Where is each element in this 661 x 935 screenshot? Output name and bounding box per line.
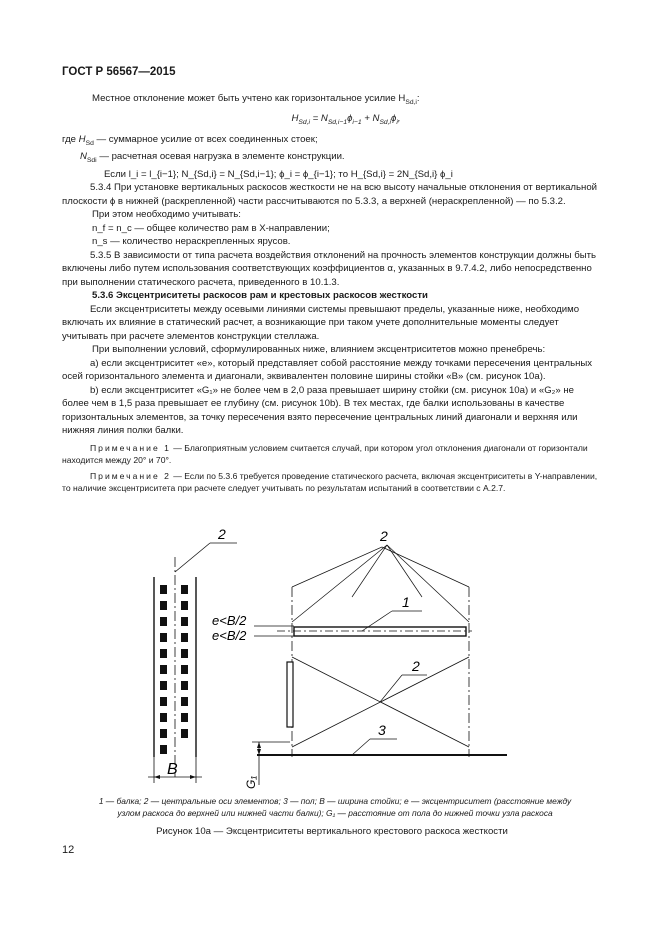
def-1-text: — суммарное усилие от всех соединенных стоек;: [93, 133, 318, 145]
body-text: [62, 92, 600, 494]
para-5-3-5: 5.3.5 В зависимости от типа расчета воздействия отклонений на прочность элементов конструкции должны быть включены либо путем использования соответствующих коэффициентов α, указанных в 9.7.4.2, либо непосредственно при выполнении статического расчета, приведенного в 10.1.3.: [62, 249, 597, 288]
def-1-sym: H: [78, 133, 86, 145]
formula-rhs2-sub: i−1: [352, 119, 362, 127]
para-5-3-4-c: n_f = n_c — общее количество рам в X-направлении;: [92, 222, 330, 234]
label-3: 3: [378, 722, 386, 738]
label-e1: e<B/2: [212, 613, 247, 628]
label-1: 1: [402, 594, 410, 610]
def-1-sub: Sd: [85, 139, 94, 147]
def-2: [80, 150, 600, 167]
column-holes: [160, 585, 188, 754]
formula-lhs: H: [291, 113, 299, 125]
para-5-3-6-d: b) если эксцентриситет «G₁» не более чем в 2,0 раза превышает ширину стойки (см. рисунок 10а) и «G₂» не более чем в 1,5 раза превышает ее глубину (см. рисунок 10b). В тех местах, где балки использованы в качестве горизонтальных элементов, за точку пересечения взято пересечение центральных линий диагонали и верхняя или нижняя линия полки балки.: [62, 384, 578, 437]
note-1-text: — Благоприятным условием считается случай, при котором угол отклонения диагонали от горизонтали находится между 20° и 70°.: [62, 442, 588, 465]
formula-rhs4-sub: i: [396, 119, 398, 127]
heading-5-3-6: 5.3.6 Эксцентриситеты раскосов рам и крестовых раскосов жесткости: [92, 290, 428, 302]
upright-column: [154, 557, 196, 777]
def-1: [62, 133, 600, 150]
page-number: 12: [62, 844, 75, 856]
para-5-3-4-d: n_s — количество нераскрепленных ярусов.: [92, 236, 291, 248]
formula: [92, 112, 600, 129]
condition-line: Если l_i = l_{i−1}; N_{Sd,i} = N_{Sd,i−1}; ϕ_i = ϕ_{i−1}; то H_{Sd,i} = 2N_{Sd,i} ϕ_i: [104, 168, 453, 180]
label-e2: e<B/2: [212, 628, 247, 643]
figure-caption: Рисунок 10а — Эксцентриситеты вертикального крестового раскоса жесткости: [156, 826, 508, 837]
note-2: [62, 470, 600, 494]
def-2-sym: N: [80, 151, 87, 163]
para-5-3-6-a: Если эксцентриситеты между осевыми линиями системы превышают пределы, указанные ниже, необходимо включать их влияние в статический расчет, а возникающие при таком учете дополнительные моменты следует учитывать при расчете элементов конструкции стеллажа.: [62, 303, 580, 342]
intro-line: [92, 92, 600, 109]
formula-rhs-sub: Sd,i−1: [327, 119, 348, 127]
def-1-pre: где: [62, 133, 79, 145]
intro-sub: Sd,i: [405, 98, 417, 106]
def-2-sub: Sdi: [86, 157, 97, 165]
formula-rhs3: + N: [361, 113, 380, 125]
para-5-3-4-b: При этом необходимо учитывать:: [92, 209, 241, 221]
label-2-left: 2: [218, 527, 226, 542]
formula-end: ,: [397, 113, 401, 125]
label-2-top: 2: [380, 528, 388, 544]
note-2-label: Примечание 2: [90, 470, 171, 481]
formula-lhs-sub: Sd,i: [298, 119, 310, 127]
standard-header: ГОСТ Р 56567—2015: [62, 66, 176, 78]
intro-text: Местное отклонение может быть учтено как горизонтальное усилие H: [92, 93, 406, 104]
label-G1: G₁: [244, 775, 258, 789]
para-5-3-6-b: При выполнении условий, сформулированных ниже, влиянием эксцентриситетов можно пренебречь:: [92, 344, 546, 356]
formula-rhs: = N: [309, 113, 328, 125]
formula-rhs3-sub: Sd,i: [379, 119, 392, 127]
label-2-mid: 2: [412, 658, 420, 674]
formula-rhs2: ϕ: [347, 113, 353, 125]
figure-10a: [62, 527, 602, 797]
para-5-3-6-c: а) если эксцентриситет «e», который представляет собой расстояние между точками пересечения центральных осей горизонтального элемента и диагонали, эквивалентен половине ширины стойки «B» (см. рисунок 10а).: [62, 357, 593, 383]
note-1: [62, 442, 600, 466]
def-2-text: — расчетная осевая нагрузка в элементе конструкции.: [96, 151, 345, 163]
intro-end: :: [416, 93, 420, 104]
para-5-3-4: 5.3.4 При установке вертикальных раскосов жесткости не на всю высоту начальные отклонения от вертикальной плоскости ϕ в нижней (раскрепленной) части рассчитываются по 5.3.3, а верхней (нераскрепленной) — по 5.3.2.: [62, 182, 598, 207]
formula-rhs4: ϕ: [391, 113, 397, 125]
label-B: B: [167, 761, 178, 778]
note-2-text: — Если по 5.3.6 требуется проведение статического расчета, включая эксцентриситеты в Y-направлении, то наличие эксцентриситета при расчете следует учитывать по результатам испытаний в соответствии с А.2.7.: [62, 470, 598, 493]
note-1-label: Примечание 1: [90, 442, 171, 453]
figure-legend: 1 — балка; 2 — центральные оси элементов; 3 — пол; B — ширина стойки; e — эксцентриситет (расстояние между узлом раскоса до верхней или нижней части балки); G₁ — расстояние от пола до нижней точки узла раскоса: [98, 796, 572, 818]
beam: [294, 627, 466, 636]
